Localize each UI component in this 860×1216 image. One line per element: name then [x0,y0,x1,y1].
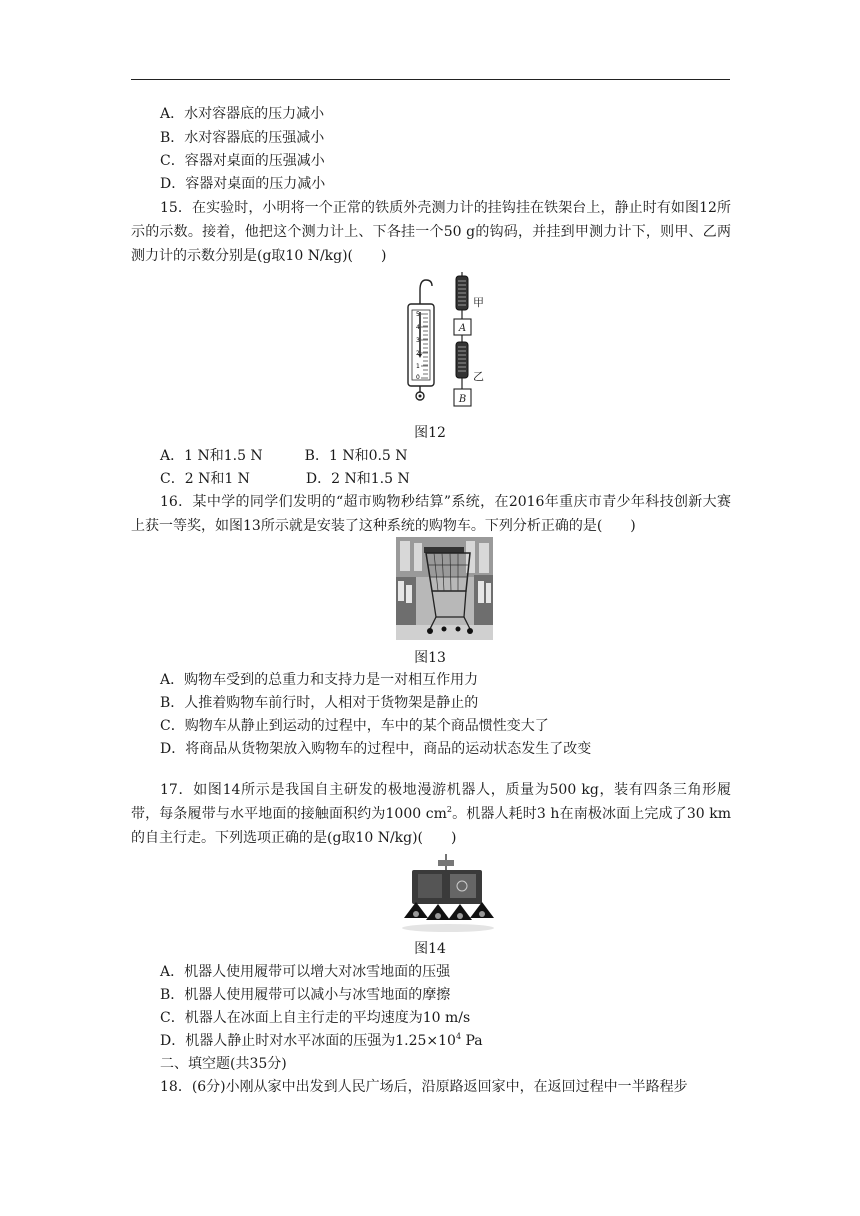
polar-robot-photo [398,852,498,934]
q18-stem: 18．(6分)小刚从家中出发到人民广场后，沿原路返回家中，在返回过程中一半路程步 [160,1079,688,1095]
label-yi: 乙 [473,370,484,383]
scale-yi [456,342,468,378]
tick-label-0: 0 [416,374,420,381]
q16-option-a: A．购物车受到的总重力和支持力是一对相互作用力 [160,672,479,688]
q17-option-a: A．机器人使用履带可以增大对冰雪地面的压强 [160,964,451,980]
q15-options-row2: C．2 N和1 N D．2 N和1.5 N [160,471,410,487]
q16-option-d: D．将商品从货物架放入购物车的过程中，商品的运动状态发生了改变 [160,741,592,757]
q17-stem-superscript: 2 [446,805,452,814]
q17-stem-part2: 。机器人耗时3 h在南极冰面上完成了30 km的自主行走。下列选项正确的是(g取10 N/kg)( ) [131,806,731,846]
top-hook-shape [420,280,432,290]
q15-options-row1: A．1 N和1.5 N B．1 N和0.5 N [160,448,408,464]
tick-label-1: 1 [416,363,420,370]
tick-label-4: 4 [416,324,420,331]
q15-stem: 15．在实验时，小明将一个正常的铁质外壳测力计的挂钩挂在铁架台上，静止时有如图12所示的示数。接着，他把这个测力计上、下各挂一个50 g的钩码，并挂到甲测力计下，则甲、乙两测力计的示数分别是(g取10 N/kg)( ) [131,200,731,264]
q14-option-a: A．水对容器底的压力减小 [160,106,325,122]
q16-option-c: C．购物车从静止到运动的过程中，车中的某个商品惯性变大了 [160,718,549,734]
figure-13-caption: 图13 [414,650,446,666]
shopping-cart-photo [396,537,493,640]
label-jia: 甲 [473,296,484,309]
figure-14-caption: 图14 [414,941,446,957]
q14-option-b: B．水对容器底的压强减小 [160,130,325,146]
tick-label-5: 5 [416,311,420,318]
q17-option-d-part2: Pa [461,1033,483,1049]
q17-option-d-part1: D．机器人静止时对水平冰面的压强为1.25×10 [160,1033,456,1049]
block-b-label: B [458,394,467,405]
q17-option-b: B．机器人使用履带可以减小与冰雪地面的摩擦 [160,987,451,1003]
q17-stem-part1: 17．如图14所示是我国自主研发的极地漫游机器人，质量为500 kg，装有四条三角形履带，每条履带与水平地面的接触面积约为1000 cm [131,782,731,822]
tick-label-3: 3 [416,337,420,344]
q17-option-d-superscript: 4 [455,1032,462,1041]
q16-stem: 16．某中学的同学们发明的“超市购物秒结算”系统，在2016年重庆市青少年科技创新大赛上获一等奖，如图13所示就是安装了这种系统的购物车。下列分析正确的是( ) [131,494,731,534]
q17-option-c: C．机器人在冰面上自主行走的平均速度为10 m/s [160,1010,471,1026]
q14-option-d: D．容器对桌面的压力减小 [160,176,326,192]
section-two-heading: 二、填空题(共35分) [160,1056,287,1072]
figure-12-caption: 图12 [414,425,446,441]
q16-option-b: B．人推着购物车前行时，人相对于货物架是静止的 [160,695,479,711]
q17-option-d [160,1031,483,1051]
spring-scale-figure [398,272,508,412]
q14-option-c: C．容器对桌面的压强减小 [160,153,325,169]
block-a-label: A [458,323,467,334]
q17-stem [131,778,731,850]
tick-label-2: 2 [416,350,420,357]
header-rule [131,79,730,80]
